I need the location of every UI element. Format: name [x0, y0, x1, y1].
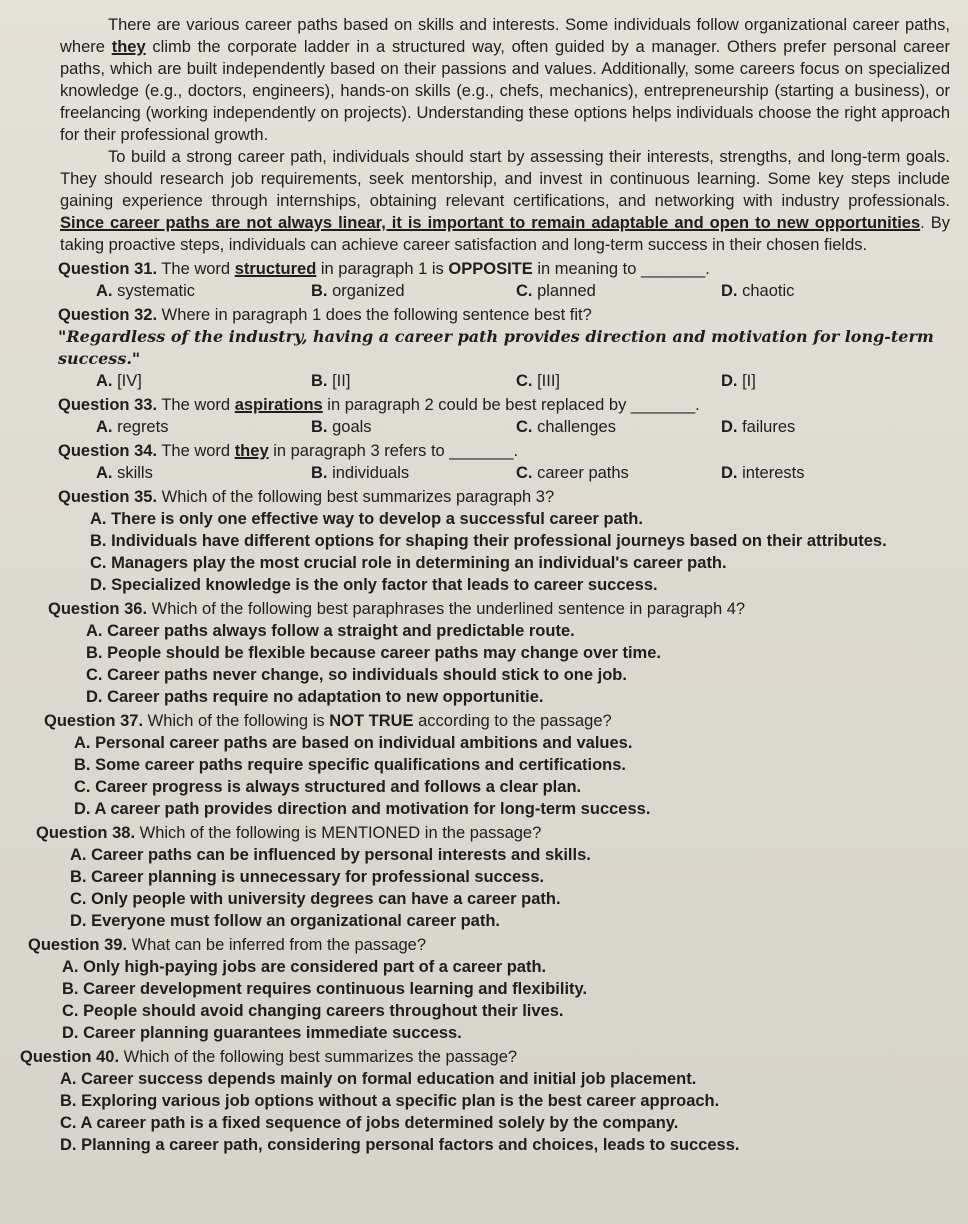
q39-option-d[interactable]: D. Career planning guarantees immediate success.: [62, 1024, 462, 1042]
question-39-label: Question 39.: [28, 936, 128, 954]
question-37-text-a: Which of the following is: [143, 712, 330, 730]
q36-option-b[interactable]: B. People should be flexible because career paths may change over time.: [86, 644, 661, 662]
q40-option-b[interactable]: B. Exploring various job options without a specific plan is the best career approach.: [60, 1092, 720, 1110]
underlined-word-they: they: [111, 38, 146, 56]
question-33-word: aspirations: [234, 396, 323, 414]
question-39-text: What can be inferred from the passage?: [127, 936, 427, 954]
q39-option-c[interactable]: C. People should avoid changing careers throughout their lives.: [62, 1002, 564, 1020]
q39-option-b[interactable]: B. Career development requires continuous learning and flexibility.: [62, 980, 588, 998]
question-39: [28, 934, 950, 956]
question-38-options: [60, 844, 950, 932]
q33-option-a[interactable]: A. regrets: [96, 418, 169, 436]
paragraph-1-text-start: There are various career paths based on skills and interests. Some individuals follow organizational career paths, where: [60, 16, 950, 56]
q34-option-c[interactable]: C. career paths: [516, 464, 629, 482]
question-33-label: Question 33.: [58, 396, 158, 414]
question-35-text: Which of the following best summarizes paragraph 3?: [157, 488, 555, 506]
question-34: [58, 440, 950, 462]
question-36: [48, 598, 950, 620]
q35-option-a[interactable]: A. There is only one effective way to develop a successful career path.: [90, 510, 643, 528]
paragraph-2: [60, 146, 950, 256]
q33-option-b[interactable]: B. goals: [311, 418, 372, 436]
question-37: [44, 710, 950, 732]
paragraph-1-text-end: climb the corporate ladder in a structured way, often guided by a manager. Others prefer personal career paths, which are built independently based on their passions and values. Additionally, some careers focus on specialized knowledge (e.g., doctors, engineers), hands-on skills (e.g., chefs, mechanics), entrepreneurship (starting a business), or freelancing (working independently on projects). Understanding these options helps individuals choose the right approach for their professional growth.: [60, 38, 950, 144]
question-37-text-b: according to the passage?: [413, 712, 612, 730]
question-36-text: Which of the following best paraphrases the underlined sentence in paragraph 4?: [147, 600, 746, 618]
q36-option-a[interactable]: A. Career paths always follow a straight and predictable route.: [86, 622, 575, 640]
question-32-quote: "Regardless of the industry, having a career path provides direction and motivation for long-term success.": [58, 327, 934, 368]
q35-option-b[interactable]: B. Individuals have different options for shaping their professional journeys based on their attributes.: [90, 532, 887, 550]
question-33-text-a: The word: [157, 396, 235, 414]
q37-option-d[interactable]: D. A career path provides direction and motivation for long-term success.: [74, 800, 651, 818]
q32-option-d[interactable]: D. [I]: [721, 372, 756, 390]
question-31-opposite: OPPOSITE: [448, 260, 533, 278]
q38-option-c[interactable]: C. Only people with university degrees can have a career path.: [70, 890, 561, 908]
question-33-options: [60, 416, 950, 438]
q35-option-c[interactable]: C. Managers play the most crucial role in determining an individual's career path.: [90, 554, 727, 572]
question-31-options: [60, 280, 950, 302]
q38-option-a[interactable]: A. Career paths can be influenced by personal interests and skills.: [70, 846, 591, 864]
question-36-options: [60, 620, 950, 708]
q37-option-a[interactable]: A. Personal career paths are based on individual ambitions and values.: [74, 734, 633, 752]
question-34-options: [60, 462, 950, 484]
question-32-text: Where in paragraph 1 does the following sentence best fit?: [157, 306, 592, 324]
q35-option-d[interactable]: D. Specialized knowledge is the only factor that leads to career success.: [90, 576, 658, 594]
question-32: [58, 304, 950, 326]
question-36-label: Question 36.: [48, 600, 148, 618]
question-31: [58, 258, 950, 280]
q31-option-a[interactable]: A. systematic: [96, 282, 196, 300]
q31-option-c[interactable]: C. planned: [516, 282, 596, 300]
q32-option-b[interactable]: B. [II]: [311, 372, 351, 390]
q32-option-c[interactable]: C. [III]: [516, 372, 561, 390]
q31-option-b[interactable]: B. organized: [311, 282, 405, 300]
q37-option-b[interactable]: B. Some career paths require specific qualifications and certifications.: [74, 756, 627, 774]
question-37-label: Question 37.: [44, 712, 144, 730]
question-40: [20, 1046, 950, 1068]
q40-option-c[interactable]: C. A career path is a fixed sequence of jobs determined solely by the company.: [60, 1114, 679, 1132]
q36-option-d[interactable]: D. Career paths require no adaptation to new opportunitie.: [86, 688, 544, 706]
q40-option-d[interactable]: D. Planning a career path, considering personal factors and choices, leads to success.: [60, 1136, 740, 1154]
paragraph-2-text-end: . By taking proactive steps, individuals can achieve career satisfaction and long-term success in their chosen fields.: [60, 214, 950, 254]
question-31-text-b: in paragraph 1 is: [316, 260, 449, 278]
question-32-label: Question 32.: [58, 306, 158, 324]
question-38: [36, 822, 950, 844]
question-31-text-c: in meaning to _______.: [532, 260, 710, 278]
question-34-text-a: The word: [157, 442, 235, 460]
q31-option-d[interactable]: D. chaotic: [721, 282, 795, 300]
question-33-text-b: in paragraph 2 could be best replaced by _______.: [322, 396, 700, 414]
question-34-label: Question 34.: [58, 442, 158, 460]
q34-option-d[interactable]: D. interests: [721, 464, 805, 482]
q34-option-b[interactable]: B. individuals: [311, 464, 410, 482]
q38-option-b[interactable]: B. Career planning is unnecessary for professional success.: [70, 868, 545, 886]
question-35: [58, 486, 950, 508]
question-39-options: [60, 956, 950, 1044]
question-32-options: [60, 370, 950, 392]
question-37-options: [60, 732, 950, 820]
question-40-text: Which of the following best summarizes the passage?: [119, 1048, 518, 1066]
question-38-label: Question 38.: [36, 824, 136, 842]
question-31-word: structured: [234, 260, 317, 278]
question-37-not-true: NOT TRUE: [329, 712, 414, 730]
question-40-label: Question 40.: [20, 1048, 120, 1066]
q39-option-a[interactable]: A. Only high-paying jobs are considered part of a career path.: [62, 958, 547, 976]
q32-option-a[interactable]: A. [IV]: [96, 372, 142, 390]
q36-option-c[interactable]: C. Career paths never change, so individuals should stick to one job.: [86, 666, 627, 684]
question-31-text-a: The word: [157, 260, 235, 278]
question-31-label: Question 31.: [58, 260, 158, 278]
question-40-options: [60, 1068, 950, 1156]
q38-option-d[interactable]: D. Everyone must follow an organizational career path.: [70, 912, 501, 930]
question-33: [58, 394, 950, 416]
q40-option-a[interactable]: A. Career success depends mainly on formal education and initial job placement.: [60, 1070, 697, 1088]
question-34-text-b: in paragraph 3 refers to _______.: [268, 442, 519, 460]
paragraph-1: [60, 14, 950, 146]
q33-option-c[interactable]: C. challenges: [516, 418, 616, 436]
question-34-word: they: [234, 442, 269, 460]
paragraph-2-text-start: To build a strong career path, individuals should start by assessing their interests, strengths, and long-term goals. They should research job requirements, seek mentorship, and invest in continuous learning. Some key steps include gaining experience through internships, obtaining relevant certifications, and networking with industry professionals.: [60, 148, 950, 210]
question-38-text: Which of the following is MENTIONED in the passage?: [135, 824, 542, 842]
question-35-label: Question 35.: [58, 488, 158, 506]
q37-option-c[interactable]: C. Career progress is always structured and follows a clear plan.: [74, 778, 582, 796]
q34-option-a[interactable]: A. skills: [96, 464, 153, 482]
underlined-sentence: Since career paths are not always linear, it is important to remain adaptable and open to new opportunities: [60, 214, 921, 232]
q33-option-d[interactable]: D. failures: [721, 418, 796, 436]
question-35-options: [60, 508, 950, 596]
